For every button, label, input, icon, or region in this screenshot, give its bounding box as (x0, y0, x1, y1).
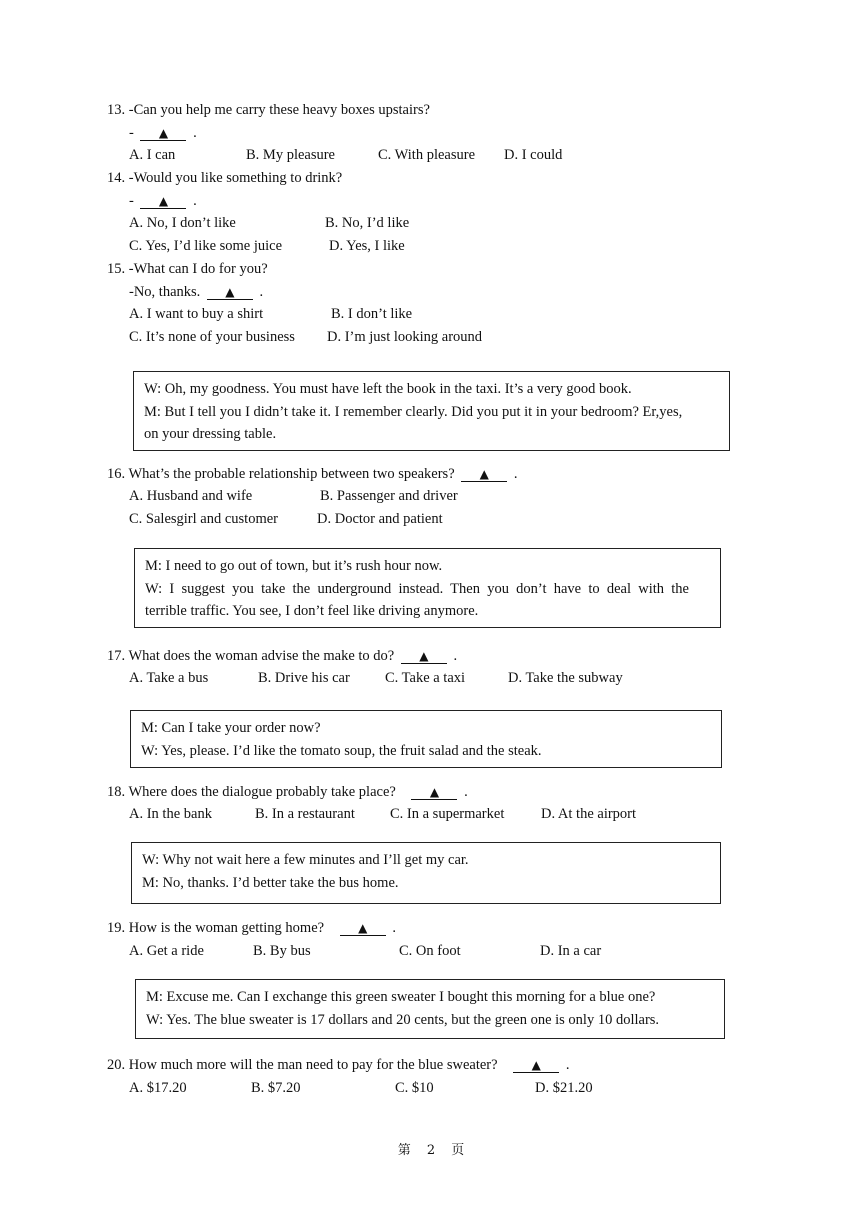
dialogue-line: W: I suggest you take the underground instead. Then you don’t have to deal with the (145, 580, 689, 597)
option-d[interactable]: D. I could (504, 147, 563, 163)
stem-suffix: . (392, 920, 396, 936)
option-d[interactable]: D. Doctor and patient (317, 511, 443, 527)
option-b[interactable]: B. I don’t like (331, 306, 413, 322)
option-b[interactable]: B. Passenger and driver (320, 488, 458, 504)
answer-blank[interactable] (140, 126, 186, 141)
blank-triangle-icon: ▲ (479, 467, 489, 481)
option-d[interactable]: D. I’m just looking around (327, 329, 483, 345)
stem-suffix: . (464, 784, 468, 800)
dialogue-line: terrible traffic. You see, I don’t feel like driving anymore. (145, 603, 479, 619)
blank-triangle-icon: ▲ (158, 194, 169, 208)
option-d[interactable]: D. At the airport (541, 806, 637, 822)
dialogue-line: M: I need to go out of town, but it’s rush hour now. (145, 558, 443, 574)
question-text: 20. How much more will the man need to pay for the blue sweater? (107, 1057, 498, 1073)
dialogue-line: M: But I tell you I didn’t take it. I remember clearly. Did you put it in your bedroom? Er,yes, (144, 403, 683, 420)
stem-suffix: . (513, 466, 518, 482)
question-text: 17. What does the woman advise the make to do? (107, 648, 395, 664)
option-b[interactable]: B. No, I’d like (325, 215, 410, 231)
dialogue-line: W: Yes. The blue sweater is 17 dollars and 20 cents, but the green one is only 10 dollars. (146, 1011, 660, 1028)
option-b[interactable]: B. Drive his car (258, 670, 350, 686)
answer-blank[interactable] (411, 785, 457, 800)
option-a[interactable]: A. Get a ride (129, 943, 204, 959)
answer-blank[interactable] (513, 1058, 559, 1073)
option-b[interactable]: B. My pleasure (246, 147, 335, 163)
option-a[interactable]: A. $17.20 (129, 1080, 187, 1096)
question-16-stem (107, 465, 518, 483)
option-c[interactable]: C. On foot (399, 943, 461, 959)
dialogue-line: M: No, thanks. I’d better take the bus home. (142, 874, 399, 891)
question-19-stem (107, 919, 396, 937)
reply-prefix: - (129, 125, 134, 141)
blank-triangle-icon: ▲ (531, 1058, 541, 1072)
dialogue-line: M: Excuse me. Can I exchange this green sweater I bought this morning for a blue one? (146, 989, 656, 1005)
blank-triangle-icon: ▲ (225, 285, 235, 299)
question-text: 19. How is the woman getting home? (107, 920, 325, 936)
reply-suffix: . (193, 125, 197, 141)
question-text: 16. What’s the probable relationship between two speakers? (107, 466, 455, 482)
question-15-stem: 15. -What can I do for you? (107, 261, 268, 277)
dialogue-line: on your dressing table. (144, 426, 277, 442)
question-17-stem (107, 647, 457, 665)
reply-suffix: . (259, 284, 264, 300)
reply-suffix: . (193, 193, 197, 209)
answer-blank[interactable] (140, 194, 186, 209)
option-c[interactable]: C. Take a taxi (385, 670, 466, 686)
dialogue-box-17 (134, 548, 721, 628)
option-c[interactable]: C. Yes, I’d like some juice (129, 238, 283, 254)
option-a[interactable]: A. I want to buy a shirt (129, 306, 264, 322)
option-d[interactable]: D. $21.20 (535, 1080, 593, 1096)
option-a[interactable]: A. Take a bus (129, 670, 209, 686)
page-number-footer: 第 2 页 (397, 1143, 471, 1158)
dialogue-line: W: Yes, please. I’d like the tomato soup, the fruit salad and the steak. (141, 742, 542, 759)
reply-prefix: -No, thanks. (129, 284, 201, 300)
question-13-reply (129, 124, 197, 142)
question-text: 18. Where does the dialogue probably take place? (107, 784, 396, 800)
option-c[interactable]: C. Salesgirl and customer (129, 511, 279, 527)
question-15-reply (129, 283, 263, 301)
answer-blank[interactable] (340, 921, 386, 936)
option-c[interactable]: C. $10 (395, 1080, 434, 1096)
option-c[interactable]: C. In a supermarket (390, 806, 505, 822)
dialogue-box-20 (135, 979, 725, 1039)
answer-blank[interactable] (401, 649, 447, 664)
blank-triangle-icon: ▲ (429, 785, 440, 799)
option-d[interactable]: D. In a car (540, 943, 602, 959)
option-a[interactable]: A. No, I don’t like (129, 215, 236, 231)
dialogue-line: W: Oh, my goodness. You must have left the book in the taxi. It’s a very good book. (144, 381, 632, 397)
answer-blank[interactable] (207, 285, 253, 300)
dialogue-box-18 (130, 710, 722, 768)
option-d[interactable]: D. Take the subway (508, 670, 623, 686)
dialogue-line: W: Why not wait here a few minutes and I’ll get my car. (142, 852, 469, 868)
question-18-stem (107, 783, 468, 801)
answer-blank[interactable] (461, 467, 507, 482)
option-c[interactable]: C. With pleasure (378, 147, 476, 163)
blank-triangle-icon: ▲ (419, 649, 429, 663)
question-13-stem: 13. -Can you help me carry these heavy boxes upstairs? (107, 102, 430, 118)
dialogue-box-19 (131, 842, 721, 904)
blank-triangle-icon: ▲ (158, 126, 169, 140)
option-b[interactable]: B. $7.20 (251, 1080, 301, 1096)
question-20-stem (107, 1056, 569, 1074)
option-c[interactable]: C. It’s none of your business (129, 329, 295, 345)
dialogue-line: M: Can I take your order now? (141, 720, 321, 736)
option-a[interactable]: A. I can (129, 147, 176, 163)
question-14-reply (129, 192, 197, 210)
option-b[interactable]: B. By bus (253, 943, 311, 959)
stem-suffix: . (453, 648, 458, 664)
stem-suffix: . (565, 1057, 570, 1073)
option-a[interactable]: A. In the bank (129, 806, 212, 822)
option-d[interactable]: D. Yes, I like (329, 238, 405, 254)
question-14-stem: 14. -Would you like something to drink? (107, 170, 343, 186)
option-a[interactable]: A. Husband and wife (129, 488, 253, 504)
blank-triangle-icon: ▲ (358, 921, 368, 935)
reply-prefix: - (129, 193, 134, 209)
dialogue-box-16 (133, 371, 730, 451)
option-b[interactable]: B. In a restaurant (255, 806, 355, 822)
